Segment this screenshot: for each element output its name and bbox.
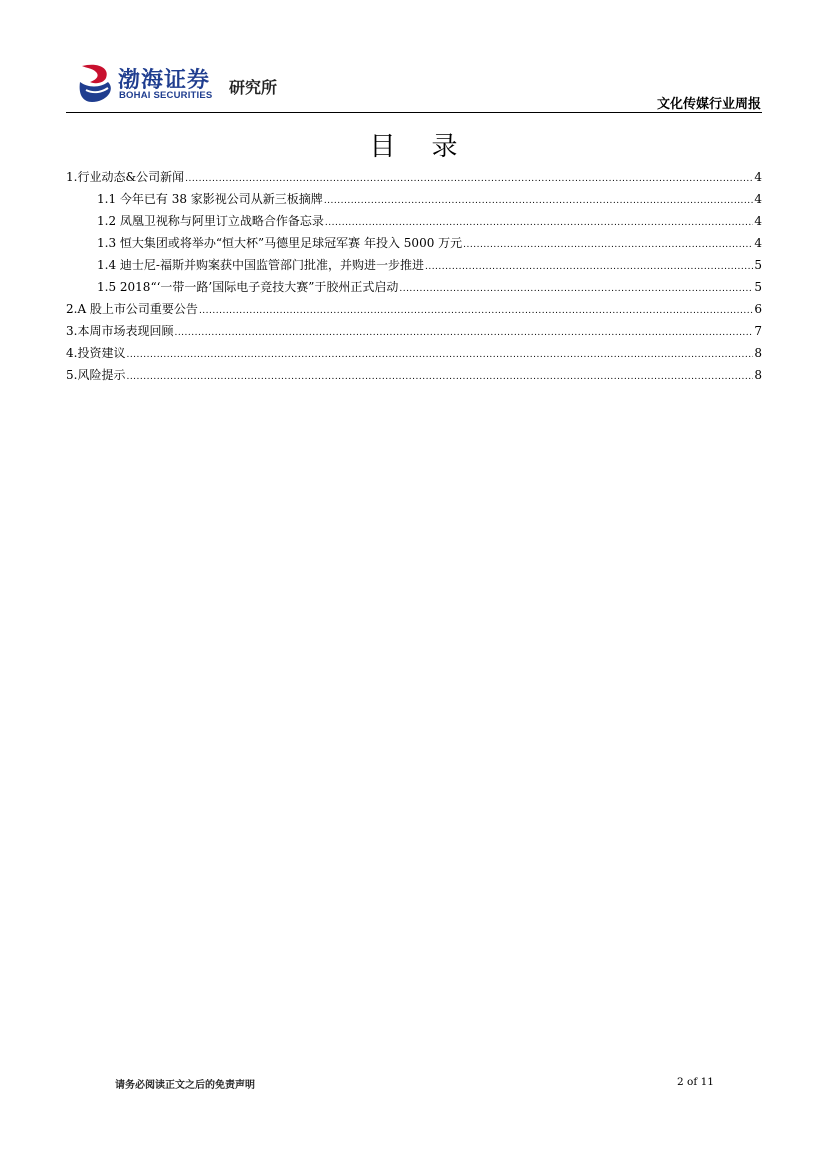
toc-entry-page[interactable]: 7 — [754, 324, 762, 338]
toc-entry[interactable] — [66, 212, 762, 234]
table-of-contents — [66, 168, 762, 388]
toc-entry-page[interactable]: 8 — [754, 346, 762, 360]
toc-title: 目录 — [369, 132, 494, 162]
toc-entry[interactable] — [66, 234, 762, 256]
toc-entry-label[interactable]: 3.本周市场表现回顾 — [66, 324, 174, 338]
toc-dot-leader — [185, 174, 753, 184]
toc-dot-leader — [126, 350, 753, 360]
logo-english-name: BOHAI SECURITIES — [119, 90, 213, 101]
toc-entry[interactable] — [66, 300, 762, 322]
page-header — [0, 0, 827, 120]
page-number: 2 of 11 — [677, 1076, 714, 1088]
toc-entry-page[interactable]: 8 — [754, 368, 762, 382]
toc-entry-label[interactable]: 1.5 2018“‘一带一路’国际电子竞技大赛”于胶州正式启动 — [97, 280, 399, 294]
toc-entry[interactable] — [66, 168, 762, 190]
toc-entry-page[interactable]: 6 — [754, 302, 762, 316]
bohai-logo-icon — [76, 62, 116, 104]
toc-entry-label[interactable]: 1.1 今年已有 38 家影视公司从新三板摘牌 — [97, 192, 323, 206]
toc-dot-leader — [324, 196, 754, 206]
toc-entry-page[interactable]: 4 — [754, 236, 762, 250]
toc-entry[interactable] — [66, 190, 762, 212]
toc-entry-label[interactable]: 1.行业动态&公司新闻 — [66, 170, 185, 184]
toc-dot-leader — [325, 218, 753, 228]
toc-dot-leader — [425, 262, 753, 272]
toc-entry[interactable] — [66, 366, 762, 388]
toc-entry[interactable] — [66, 322, 762, 344]
toc-entry-page[interactable]: 4 — [754, 170, 762, 184]
toc-entry[interactable] — [66, 278, 762, 300]
toc-entry-label[interactable]: 5.风险提示 — [66, 368, 126, 382]
toc-entry[interactable] — [66, 256, 762, 278]
toc-dot-leader — [126, 372, 753, 382]
toc-entry-page[interactable]: 5 — [754, 258, 762, 272]
toc-entry[interactable] — [66, 344, 762, 366]
toc-entry-label[interactable]: 1.4 迪士尼-福斯并购案获中国监管部门批准，并购进一步推进 — [97, 258, 424, 272]
toc-entry-page[interactable]: 4 — [754, 192, 762, 206]
report-type-label: 文化传媒行业周报 — [656, 97, 761, 112]
toc-dot-leader — [199, 306, 753, 316]
toc-entry-page[interactable]: 4 — [754, 214, 762, 228]
toc-entry-label[interactable]: 1.3 恒大集团或将举办“恒大杯”马德里足球冠军赛 年投入 5000 万元 — [97, 236, 463, 250]
header-divider — [66, 112, 762, 113]
toc-dot-leader — [399, 284, 753, 294]
logo-chinese-name: 渤海证券 — [118, 68, 211, 93]
department-label: 研究所 — [229, 78, 278, 97]
toc-entry-label[interactable]: 1.2 凤凰卫视称与阿里订立战略合作备忘录 — [97, 214, 324, 228]
disclaimer-note: 请务必阅读正文之后的免责声明 — [115, 1080, 255, 1091]
toc-entry-label[interactable]: 4.投资建议 — [66, 346, 126, 360]
toc-dot-leader — [174, 328, 753, 338]
toc-entry-page[interactable]: 5 — [754, 280, 762, 294]
toc-dot-leader — [463, 240, 753, 250]
toc-entry-label[interactable]: 2.A 股上市公司重要公告 — [66, 302, 198, 316]
